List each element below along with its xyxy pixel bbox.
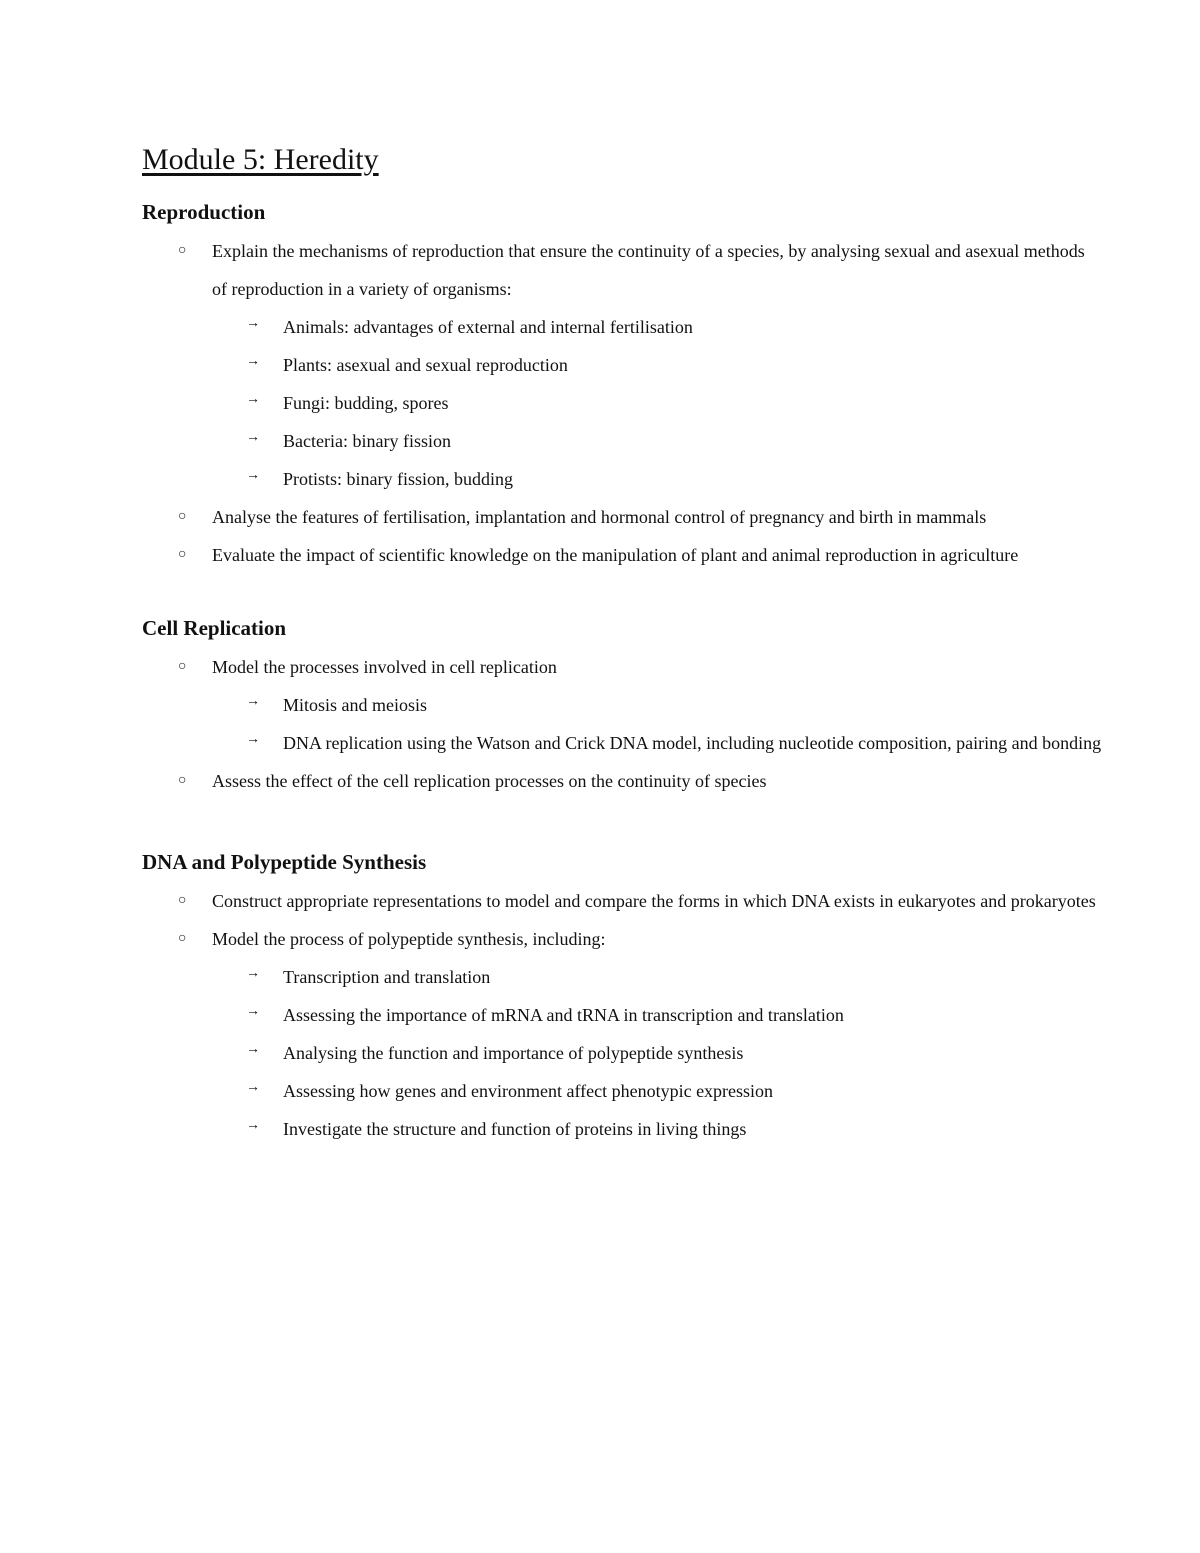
objective-text: Model the processes involved in cell replication [212, 657, 557, 677]
arrow-bullet-icon: → [246, 694, 260, 709]
sub-objective-item [142, 724, 1102, 762]
circle-bullet-icon: ○ [178, 773, 187, 788]
sub-objective-item [142, 686, 1102, 724]
sub-objective-item [142, 996, 1102, 1034]
sub-objective-text: Bacteria: binary fission [283, 431, 451, 451]
arrow-bullet-icon: → [246, 392, 260, 407]
arrow-bullet-icon: → [246, 1042, 260, 1057]
objective-item [142, 536, 1102, 574]
arrow-bullet-icon: → [246, 468, 260, 483]
objective-list-cell-replication [142, 648, 1102, 800]
section-heading-dna-polypeptide: DNA and Polypeptide Synthesis [142, 850, 427, 874]
sub-objective-text: Plants: asexual and sexual reproduction [283, 355, 568, 375]
arrow-bullet-icon: → [246, 1080, 260, 1095]
sub-objective-text: Assessing how genes and environment affect phenotypic expression [283, 1081, 774, 1101]
circle-bullet-icon: ○ [178, 509, 187, 524]
circle-bullet-icon: ○ [178, 893, 187, 908]
objective-text: Analyse the features of fertilisation, implantation and hormonal control of pregnancy and birth in mammals [212, 507, 987, 527]
objective-text: Evaluate the impact of scientific knowledge on the manipulation of plant and animal reproduction in agriculture [212, 545, 1019, 565]
sub-objective-text: Mitosis and meiosis [283, 695, 428, 715]
sub-objective-item [142, 1110, 1102, 1148]
objective-item [142, 232, 1102, 308]
objective-text: Construct appropriate representations to model and compare the forms in which DNA exists in eukaryotes and prokaryotes [212, 891, 1096, 911]
sub-objective-text: Assessing the importance of mRNA and tRNA in transcription and translation [283, 1005, 844, 1025]
objective-item [142, 498, 1102, 536]
sub-objective-text: Analysing the function and importance of polypeptide synthesis [283, 1043, 744, 1063]
sub-objective-item [142, 308, 1102, 346]
sub-objective-item [142, 1034, 1102, 1072]
arrow-bullet-icon: → [246, 966, 260, 981]
section-heading-cell-replication: Cell Replication [142, 616, 287, 640]
objective-text: Assess the effect of the cell replication processes on the continuity of species [212, 771, 767, 791]
circle-bullet-icon: ○ [178, 547, 187, 562]
sub-objective-text: Transcription and translation [283, 967, 491, 987]
arrow-bullet-icon: → [246, 1004, 260, 1019]
circle-bullet-icon: ○ [178, 659, 187, 674]
sub-objective-item [142, 346, 1102, 384]
document-page [142, 138, 1102, 1148]
objective-item [142, 920, 1102, 958]
objective-list-reproduction [142, 232, 1102, 574]
arrow-bullet-icon: → [246, 1118, 260, 1133]
section-heading-reproduction: Reproduction [142, 200, 266, 224]
sub-objective-text: Investigate the structure and function of proteins in living things [283, 1119, 747, 1139]
arrow-bullet-icon: → [246, 316, 260, 331]
sub-objective-item [142, 958, 1102, 996]
arrow-bullet-icon: → [246, 430, 260, 445]
sub-objective-item [142, 384, 1102, 422]
objective-text: Explain the mechanisms of reproduction that ensure the continuity of a species, by analysing sexual and asexual methods of reproduction in a variety of organisms: [212, 241, 1085, 299]
page-title: Module 5: Heredity [142, 143, 379, 176]
circle-bullet-icon: ○ [178, 243, 187, 258]
sub-objective-text: DNA replication using the Watson and Crick DNA model, including nucleotide composition, pairing and bonding [283, 733, 1102, 753]
objective-item [142, 648, 1102, 686]
objective-item [142, 762, 1102, 800]
arrow-bullet-icon: → [246, 354, 260, 369]
circle-bullet-icon: ○ [178, 931, 187, 946]
objective-list-dna-polypeptide [142, 882, 1102, 1148]
objective-item [142, 882, 1102, 920]
objective-text: Model the process of polypeptide synthesis, including: [212, 929, 606, 949]
sub-objective-text: Protists: binary fission, budding [283, 469, 514, 489]
arrow-bullet-icon: → [246, 732, 260, 747]
sub-objective-item [142, 422, 1102, 460]
sub-objective-text: Animals: advantages of external and internal fertilisation [283, 317, 693, 337]
sub-objective-text: Fungi: budding, spores [283, 393, 449, 413]
sub-objective-item [142, 1072, 1102, 1110]
sub-objective-item [142, 460, 1102, 498]
